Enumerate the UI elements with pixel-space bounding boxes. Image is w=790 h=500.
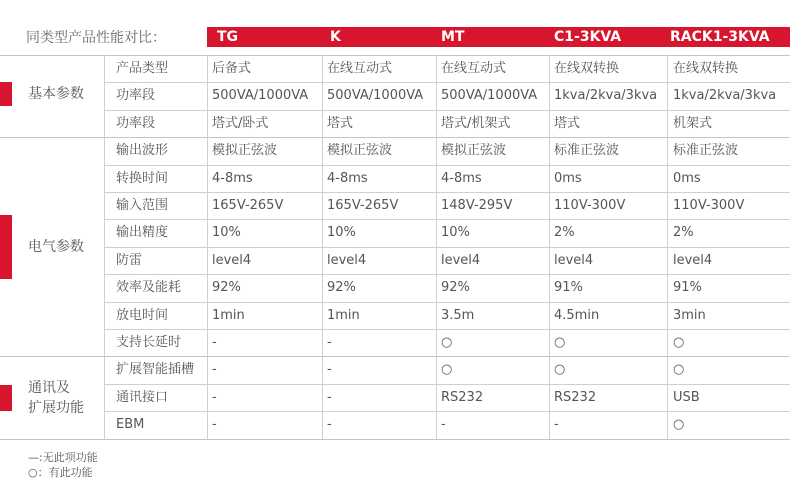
table-cell: RS232	[441, 390, 484, 405]
table-cell: ○	[554, 362, 566, 377]
table-cell: level4	[673, 253, 713, 268]
comparison-title: 同类型产品性能对比：	[26, 30, 166, 46]
table-cell: -	[554, 417, 559, 432]
model-header-rack1: RACK1-3KVA	[670, 29, 770, 45]
table-cell: 模拟正弦波	[327, 143, 393, 158]
row-label: 扩展智能插槽	[116, 362, 195, 377]
row-label: 效率及能耗	[116, 280, 182, 295]
table-cell: 塔式	[327, 116, 354, 131]
row-label: 功率段	[116, 116, 156, 131]
row-label: 转换时间	[116, 171, 169, 186]
table-cell: 91%	[554, 280, 583, 295]
table-cell: 91%	[673, 280, 702, 295]
group-label-line: 扩展功能	[28, 400, 84, 416]
table-cell: 1kva/2kva/3kva	[554, 88, 658, 103]
table-cell: 3.5m	[441, 308, 475, 323]
group-label-line: 通讯及	[28, 380, 70, 396]
table-cell: 塔式/机架式	[441, 116, 511, 131]
table-cell: -	[441, 417, 446, 432]
table-cell: level4	[441, 253, 481, 268]
table-cell: 4-8ms	[441, 171, 482, 186]
table-cell: ○	[673, 335, 685, 350]
table-cell: ○	[673, 417, 685, 432]
table-cell: -	[212, 417, 217, 432]
table-cell: 标准正弦波	[673, 143, 739, 158]
group-label	[28, 237, 84, 257]
table-cell: 在线互动式	[441, 61, 507, 76]
table-cell: 模拟正弦波	[441, 143, 507, 158]
table-cell: 塔式/卧式	[212, 116, 269, 131]
model-header-mt: MT	[441, 29, 465, 45]
table-cell: 165V-265V	[212, 198, 284, 213]
legend-has: ○：有此功能	[28, 466, 93, 479]
row-label: 防雷	[116, 253, 143, 268]
row-label: 输出波形	[116, 143, 169, 158]
table-cell: 10%	[441, 225, 470, 240]
table-cell: level4	[327, 253, 367, 268]
table-cell: 148V-295V	[441, 198, 513, 213]
table-cell: 0ms	[673, 171, 701, 186]
table-cell: 机架式	[673, 116, 713, 131]
table-cell: 10%	[327, 225, 356, 240]
table-cell: 在线双转换	[554, 61, 620, 76]
table-cell: -	[327, 362, 332, 377]
model-header-c1: C1-3KVA	[554, 29, 622, 45]
table-cell: 500VA/1000VA	[327, 88, 424, 103]
table-cell: -	[212, 390, 217, 405]
table-cell: level4	[554, 253, 594, 268]
group-marker	[0, 82, 12, 106]
table-cell: 4-8ms	[212, 171, 253, 186]
row-label: 功率段	[116, 88, 156, 103]
column-divider	[322, 55, 323, 439]
table-cell: ○	[554, 335, 566, 350]
table-cell: 在线双转换	[673, 61, 739, 76]
table-cell: 在线互动式	[327, 61, 393, 76]
model-header-tg: TG	[217, 29, 239, 45]
table-cell: 1min	[212, 308, 245, 323]
row-divider	[0, 439, 790, 440]
table-cell: -	[327, 417, 332, 432]
legend-none: —:无此项功能	[28, 451, 98, 464]
table-cell: 10%	[212, 225, 241, 240]
table-cell: 2%	[673, 225, 694, 240]
model-header-bar	[207, 27, 790, 47]
row-label: 产品类型	[116, 61, 169, 76]
row-label: 放电时间	[116, 308, 169, 323]
model-header-k: K	[330, 29, 341, 45]
table-cell: 4.5min	[554, 308, 600, 323]
row-label: EBM	[116, 417, 145, 432]
table-cell: 模拟正弦波	[212, 143, 278, 158]
table-cell: -	[327, 335, 332, 350]
table-cell: 4-8ms	[327, 171, 368, 186]
table-cell: 92%	[327, 280, 356, 295]
row-label: 输出精度	[116, 225, 169, 240]
table-cell: USB	[673, 390, 700, 405]
column-divider	[104, 55, 105, 439]
table-cell: 92%	[212, 280, 241, 295]
table-cell: 1kva/2kva/3kva	[673, 88, 777, 103]
table-cell: ○	[441, 335, 453, 350]
table-cell: ○	[673, 362, 685, 377]
column-divider	[436, 55, 437, 439]
table-cell: 1min	[327, 308, 360, 323]
row-label: 输入范围	[116, 198, 169, 213]
group-label-line: 电气参数	[28, 239, 84, 255]
table-cell: -	[212, 362, 217, 377]
table-cell: 3min	[673, 308, 706, 323]
table-cell: RS232	[554, 390, 597, 405]
table-cell: -	[212, 335, 217, 350]
table-cell: 165V-265V	[327, 198, 399, 213]
group-marker	[0, 215, 12, 279]
table-cell: 塔式	[554, 116, 581, 131]
table-cell: 500VA/1000VA	[441, 88, 538, 103]
group-label	[28, 84, 84, 104]
group-marker	[0, 385, 12, 411]
table-cell: 110V-300V	[673, 198, 745, 213]
table-cell: 后备式	[212, 61, 252, 76]
table-cell: 110V-300V	[554, 198, 626, 213]
column-divider	[667, 55, 668, 439]
group-label	[28, 378, 84, 418]
table-cell: 0ms	[554, 171, 582, 186]
table-cell: 标准正弦波	[554, 143, 620, 158]
row-label: 支持长延时	[116, 335, 182, 350]
table-cell: 500VA/1000VA	[212, 88, 309, 103]
row-label: 通讯接口	[116, 390, 169, 405]
table-cell: 2%	[554, 225, 575, 240]
table-cell: -	[327, 390, 332, 405]
table-cell: ○	[441, 362, 453, 377]
table-cell: 92%	[441, 280, 470, 295]
column-divider	[549, 55, 550, 439]
column-divider	[207, 55, 208, 439]
group-label-line: 基本参数	[28, 86, 84, 102]
table-cell: level4	[212, 253, 252, 268]
comparison-table	[0, 55, 790, 438]
